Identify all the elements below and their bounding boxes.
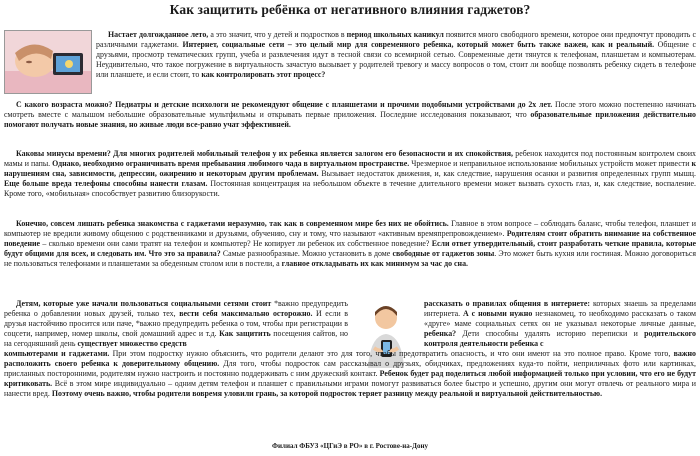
social-networks-paragraph: Детям, которые уже начали пользоваться социальными сетями стоит *важно предупредить ребенка о добавлении новых друзей, только тех, вести себя максимально осторожно. И если в друзья настойчиво просится или паче, *важно предупредить ребенка о том, чтобы при регистрации в соцсети, например, номер школы, свой домашний адрес и т.д. Как защитить посещения сайтов, но на сегодняшний день существует множество средств [4, 299, 348, 348]
rules-column: рассказать о правилах общения в интернете: которых знаешь за пределами интернета. А с новыми нужно незнакомец, то необходимо рассказать о таком «друге» маме социальных сетях он не указывал некоторые личные данные, ребенка? Дети способны удалять историю переписки и родительского контроля деятельности ребенка с [424, 299, 697, 348]
age-paragraph: С какого возраста можно? Педиатры и детские психологи не рекомендуют общение с планшетами и прочими подобными устройствами до 2х лет. После этого можно постепенно начинать смотреть вместе с малышом небольшие образовательные мультфильмы и открывать первые приложения. Последние исследования показывают, что образовательные приложения действительно помогают получать новые знания, но живые люди все-равно учат эффективней. [4, 100, 696, 129]
balance-paragraph: Конечно, совсем лишать ребенка знакомства с гаджетами неразумно, так как в современном мире без них не обойтись. Главное в этом вопросе – соблюдать баланс, чтобы телефон, планшет и компьютер не вредили живому общению с родственниками и друзьями, обучению, сну и тому, что называют «активным времяпрепровождением». Родителям стоит обратить внимание на собственное поведение – сколько времени они сами тратят на телефон и компьютер? Не копирует ли ребенок их собственное поведение? Если ответ утвердительный, стоит разработать четкие правила, которые будут общими для всех, и следовать им. Что это за правила? Самые разнообразные. Можно установить в доме свободные от гаджетов зоны. Это может быть кухня или гостиная. Можно договориться не пользоваться телефонами и планшетами за обеденным столом или в постели, а главное откладывать их как минимум за час до сна. [4, 219, 697, 268]
child-with-tablet-photo [4, 30, 92, 94]
intro-paragraph: Настает долгожданное лето, а это значит, что у детей и подростков в период школьных каникул появится много свободного времени, которое они предпочтут проводить с различными гаджетами. Интернет, социальные сети – это целый мир для современного ребенка, который может быть также важен, как и реальный. Общение с друзьями, просмотр тематических групп, учеба и развлечения идут в тесной связи со всемирной сетью. Современные дети тянутся к телефонам, планшетам и компьютерам. Неудивительно, что такое погружение в виртуальность зачастую вызывает у родителей тревогу и массу вопросов о том, стоит ли вообще позволять ребенку сидеть в телефоне или планшете, и если стоит, то как контролировать этот процесс? [96, 30, 697, 79]
page-title: Как защитить ребёнка от негативного влияния гаджетов? [169, 2, 531, 17]
footer-organization: Филиал ФБУЗ «ЦГиЭ в РО» в г. Ростове-на-Дону [272, 442, 428, 450]
harm-paragraph: Каковы минусы времени? Для многих родителей мобильный телефон у их ребенка является залогом его безопасности и их спокойствия, ребенок находится под постоянным контролем своих мамы и папы. Однако, необходимо ограничивать время пребывания любимого чада в виртуальном пространстве. Чрезмерное и неправильное использование мобильных устройств может привести к нарушениям сна, зависимости, депрессии, ожирению и некоторым другим проблемам. Вызывает недостаток движения, и, как следствие, нарушения осанки и развития определенных групп мышц. Еще больше вреда телефоны способны нанести глазам. Постоянная концентрация на небольшом объекте в течение длительного времени может вызвать сухость глаз, и, как следствие, воспаление. Кроме того, «мобильная» способствует развитию близорукости. [4, 149, 696, 198]
trust-paragraph: компьютерами и гаджетами. При этом подростку нужно объяснить, что родители делают это для того, чтобы предотвратить опасность, и что они имеют на это полное право. Кроме того, важно расположить своего ребенка к доверительному общению. Для того, чтобы подросток сам рассказывал о друзьях, обидчиках, предложениях куда-то пойти, неприличных фото или картинках, присланных посторонними, родителям нужно настроить и постоянно поддерживать с ним дружеский контакт. Ребенок будет рад поделиться любой информацией только при условии, что его не будут критиковать. Всё в этом мире индивидуально – одним детям телефон и планшет с правильными играми помогут развиваться более быстро и успешно, другим они могут отвлечь от реального мира и нанести вред. Поэтому очень важно, чтобы родители вовремя уловили грань, за которой подросток теряет разницу между реальной и виртуальной действительностью. [4, 349, 697, 398]
